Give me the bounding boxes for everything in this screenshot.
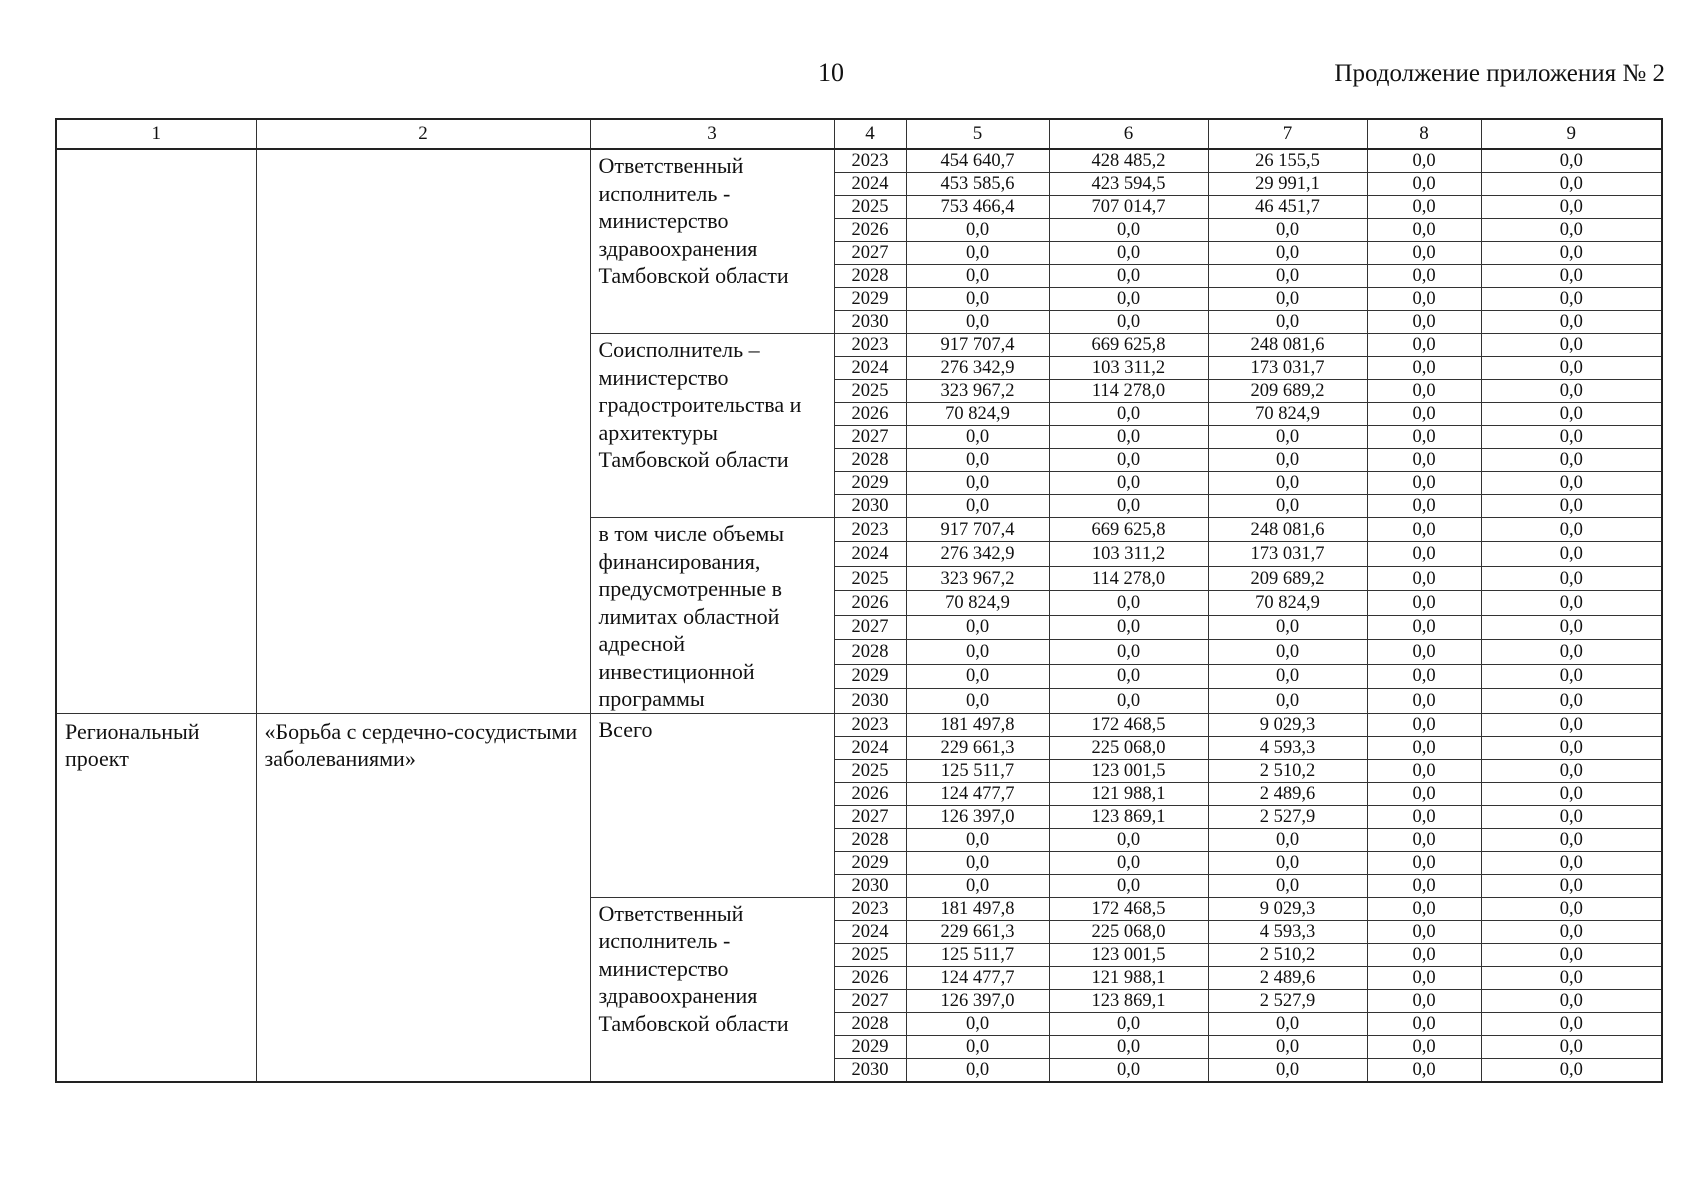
- value-col-6: 0,0: [1049, 242, 1208, 265]
- value-col-9: 0,0: [1481, 472, 1662, 495]
- value-col-7: 46 451,7: [1208, 196, 1367, 219]
- value-col-8: 0,0: [1367, 542, 1481, 566]
- value-col-5: 0,0: [906, 449, 1049, 472]
- value-col-5: 0,0: [906, 664, 1049, 688]
- year-cell: 2026: [834, 403, 906, 426]
- blank-cell-2: [256, 149, 590, 713]
- value-col-9: 0,0: [1481, 989, 1662, 1012]
- value-col-6: 114 278,0: [1049, 566, 1208, 590]
- value-col-7: 173 031,7: [1208, 357, 1367, 380]
- column-header: 5: [906, 119, 1049, 149]
- group-description: Ответственный исполнитель - министерство здравоохранения Тамбовской области: [590, 149, 834, 334]
- value-col-6: 114 278,0: [1049, 380, 1208, 403]
- value-col-9: 0,0: [1481, 219, 1662, 242]
- value-col-5: 0,0: [906, 495, 1049, 518]
- group-description: в том числе объемы финансирования, предусмотренные в лимитах областной адресной инвестиционной программы: [590, 518, 834, 714]
- value-col-6: 0,0: [1049, 265, 1208, 288]
- value-col-7: 2 489,6: [1208, 966, 1367, 989]
- value-col-8: 0,0: [1367, 219, 1481, 242]
- value-col-9: 0,0: [1481, 713, 1662, 736]
- value-col-6: 123 001,5: [1049, 759, 1208, 782]
- year-cell: 2025: [834, 943, 906, 966]
- value-col-8: 0,0: [1367, 664, 1481, 688]
- value-col-7: 2 489,6: [1208, 782, 1367, 805]
- table-row: [56, 149, 1662, 173]
- value-col-7: 0,0: [1208, 449, 1367, 472]
- value-col-8: 0,0: [1367, 897, 1481, 920]
- value-col-9: 0,0: [1481, 689, 1662, 713]
- value-col-7: 248 081,6: [1208, 518, 1367, 542]
- value-col-9: 0,0: [1481, 288, 1662, 311]
- year-cell: 2024: [834, 542, 906, 566]
- value-col-9: 0,0: [1481, 518, 1662, 542]
- value-col-9: 0,0: [1481, 897, 1662, 920]
- value-col-7: 9 029,3: [1208, 897, 1367, 920]
- group-description: Соисполнитель – министерство градостроительства и архитектуры Тамбовской области: [590, 334, 834, 518]
- value-col-6: 707 014,7: [1049, 196, 1208, 219]
- value-col-7: 0,0: [1208, 472, 1367, 495]
- value-col-7: 0,0: [1208, 426, 1367, 449]
- value-col-5: 917 707,4: [906, 334, 1049, 357]
- value-col-8: 0,0: [1367, 736, 1481, 759]
- value-col-7: 0,0: [1208, 219, 1367, 242]
- value-col-8: 0,0: [1367, 966, 1481, 989]
- value-col-5: 454 640,7: [906, 149, 1049, 173]
- value-col-6: 0,0: [1049, 1058, 1208, 1082]
- value-col-6: 225 068,0: [1049, 920, 1208, 943]
- value-col-8: 0,0: [1367, 403, 1481, 426]
- value-col-7: 70 824,9: [1208, 591, 1367, 615]
- value-col-8: 0,0: [1367, 759, 1481, 782]
- value-col-6: 123 869,1: [1049, 805, 1208, 828]
- value-col-5: 125 511,7: [906, 943, 1049, 966]
- value-col-9: 0,0: [1481, 591, 1662, 615]
- year-cell: 2030: [834, 1058, 906, 1082]
- value-col-5: 0,0: [906, 288, 1049, 311]
- value-col-7: 0,0: [1208, 1035, 1367, 1058]
- value-col-6: 0,0: [1049, 615, 1208, 639]
- value-col-5: 753 466,4: [906, 196, 1049, 219]
- year-cell: 2030: [834, 874, 906, 897]
- value-col-8: 0,0: [1367, 149, 1481, 173]
- year-cell: 2030: [834, 495, 906, 518]
- value-col-6: 0,0: [1049, 426, 1208, 449]
- project-name: «Борьба с сердечно-сосудистыми заболеваниями»: [256, 713, 590, 1082]
- value-col-8: 0,0: [1367, 566, 1481, 590]
- value-col-6: 0,0: [1049, 403, 1208, 426]
- year-cell: 2030: [834, 689, 906, 713]
- value-col-6: 423 594,5: [1049, 173, 1208, 196]
- group-description: Всего: [590, 713, 834, 897]
- value-col-9: 0,0: [1481, 615, 1662, 639]
- value-col-7: 0,0: [1208, 495, 1367, 518]
- value-col-7: 9 029,3: [1208, 713, 1367, 736]
- value-col-5: 126 397,0: [906, 805, 1049, 828]
- value-col-9: 0,0: [1481, 566, 1662, 590]
- value-col-5: 0,0: [906, 851, 1049, 874]
- year-cell: 2025: [834, 566, 906, 590]
- value-col-5: 0,0: [906, 219, 1049, 242]
- year-cell: 2030: [834, 311, 906, 334]
- value-col-9: 0,0: [1481, 380, 1662, 403]
- value-col-7: 2 510,2: [1208, 759, 1367, 782]
- value-col-5: 229 661,3: [906, 736, 1049, 759]
- value-col-5: 124 477,7: [906, 782, 1049, 805]
- year-cell: 2028: [834, 449, 906, 472]
- value-col-7: 173 031,7: [1208, 542, 1367, 566]
- value-col-9: 0,0: [1481, 782, 1662, 805]
- value-col-8: 0,0: [1367, 920, 1481, 943]
- value-col-8: 0,0: [1367, 357, 1481, 380]
- year-cell: 2025: [834, 196, 906, 219]
- value-col-9: 0,0: [1481, 1012, 1662, 1035]
- value-col-6: 0,0: [1049, 288, 1208, 311]
- value-col-8: 0,0: [1367, 989, 1481, 1012]
- value-col-9: 0,0: [1481, 828, 1662, 851]
- value-col-9: 0,0: [1481, 1035, 1662, 1058]
- value-col-5: 70 824,9: [906, 403, 1049, 426]
- year-cell: 2029: [834, 472, 906, 495]
- value-col-9: 0,0: [1481, 759, 1662, 782]
- value-col-6: 0,0: [1049, 689, 1208, 713]
- value-col-5: 323 967,2: [906, 380, 1049, 403]
- value-col-8: 0,0: [1367, 943, 1481, 966]
- year-cell: 2024: [834, 736, 906, 759]
- value-col-6: 0,0: [1049, 219, 1208, 242]
- value-col-9: 0,0: [1481, 495, 1662, 518]
- value-col-5: 0,0: [906, 874, 1049, 897]
- value-col-7: 0,0: [1208, 242, 1367, 265]
- value-col-7: 2 510,2: [1208, 943, 1367, 966]
- year-cell: 2029: [834, 664, 906, 688]
- value-col-5: 125 511,7: [906, 759, 1049, 782]
- value-col-8: 0,0: [1367, 311, 1481, 334]
- value-col-8: 0,0: [1367, 380, 1481, 403]
- year-cell: 2023: [834, 897, 906, 920]
- value-col-6: 123 869,1: [1049, 989, 1208, 1012]
- value-col-6: 225 068,0: [1049, 736, 1208, 759]
- value-col-6: 121 988,1: [1049, 966, 1208, 989]
- value-col-6: 0,0: [1049, 449, 1208, 472]
- value-col-7: 0,0: [1208, 851, 1367, 874]
- year-cell: 2025: [834, 380, 906, 403]
- value-col-8: 0,0: [1367, 288, 1481, 311]
- year-cell: 2027: [834, 426, 906, 449]
- value-col-5: 917 707,4: [906, 518, 1049, 542]
- value-col-5: 0,0: [906, 828, 1049, 851]
- value-col-8: 0,0: [1367, 449, 1481, 472]
- value-col-9: 0,0: [1481, 874, 1662, 897]
- value-col-6: 669 625,8: [1049, 334, 1208, 357]
- value-col-9: 0,0: [1481, 311, 1662, 334]
- value-col-8: 0,0: [1367, 495, 1481, 518]
- value-col-8: 0,0: [1367, 173, 1481, 196]
- value-col-5: 0,0: [906, 615, 1049, 639]
- year-cell: 2027: [834, 615, 906, 639]
- value-col-7: 0,0: [1208, 828, 1367, 851]
- year-cell: 2023: [834, 713, 906, 736]
- value-col-9: 0,0: [1481, 334, 1662, 357]
- value-col-6: 0,0: [1049, 851, 1208, 874]
- table-row: [56, 713, 1662, 736]
- value-col-7: 29 991,1: [1208, 173, 1367, 196]
- value-col-8: 0,0: [1367, 828, 1481, 851]
- value-col-9: 0,0: [1481, 943, 1662, 966]
- year-cell: 2028: [834, 1012, 906, 1035]
- value-col-6: 0,0: [1049, 640, 1208, 664]
- year-cell: 2026: [834, 782, 906, 805]
- project-type: Региональный проект: [56, 713, 256, 1082]
- value-col-9: 0,0: [1481, 196, 1662, 219]
- value-col-7: 0,0: [1208, 288, 1367, 311]
- value-col-7: 70 824,9: [1208, 403, 1367, 426]
- value-col-9: 0,0: [1481, 805, 1662, 828]
- year-cell: 2027: [834, 805, 906, 828]
- value-col-8: 0,0: [1367, 265, 1481, 288]
- value-col-5: 181 497,8: [906, 897, 1049, 920]
- year-cell: 2023: [834, 334, 906, 357]
- year-cell: 2026: [834, 219, 906, 242]
- value-col-5: 0,0: [906, 1012, 1049, 1035]
- value-col-8: 0,0: [1367, 591, 1481, 615]
- value-col-9: 0,0: [1481, 265, 1662, 288]
- value-col-5: 70 824,9: [906, 591, 1049, 615]
- column-header: 7: [1208, 119, 1367, 149]
- value-col-8: 0,0: [1367, 805, 1481, 828]
- value-col-8: 0,0: [1367, 874, 1481, 897]
- value-col-5: 124 477,7: [906, 966, 1049, 989]
- column-header: 9: [1481, 119, 1662, 149]
- group-description: Ответственный исполнитель - министерство здравоохранения Тамбовской области: [590, 897, 834, 1082]
- value-col-5: 0,0: [906, 426, 1049, 449]
- value-col-6: 0,0: [1049, 874, 1208, 897]
- value-col-6: 0,0: [1049, 311, 1208, 334]
- value-col-8: 0,0: [1367, 713, 1481, 736]
- value-col-7: 2 527,9: [1208, 805, 1367, 828]
- column-number-row: [56, 119, 1662, 149]
- value-col-9: 0,0: [1481, 542, 1662, 566]
- year-cell: 2029: [834, 1035, 906, 1058]
- value-col-6: 121 988,1: [1049, 782, 1208, 805]
- value-col-5: 0,0: [906, 311, 1049, 334]
- value-col-5: 229 661,3: [906, 920, 1049, 943]
- blank-cell-1: [56, 149, 256, 713]
- year-cell: 2028: [834, 828, 906, 851]
- value-col-7: 0,0: [1208, 640, 1367, 664]
- value-col-6: 172 468,5: [1049, 713, 1208, 736]
- value-col-8: 0,0: [1367, 518, 1481, 542]
- value-col-7: 0,0: [1208, 311, 1367, 334]
- value-col-5: 0,0: [906, 242, 1049, 265]
- value-col-7: 2 527,9: [1208, 989, 1367, 1012]
- column-header: 3: [590, 119, 834, 149]
- value-col-5: 0,0: [906, 265, 1049, 288]
- value-col-6: 0,0: [1049, 1035, 1208, 1058]
- year-cell: 2027: [834, 242, 906, 265]
- value-col-5: 453 585,6: [906, 173, 1049, 196]
- value-col-9: 0,0: [1481, 1058, 1662, 1082]
- value-col-8: 0,0: [1367, 615, 1481, 639]
- year-cell: 2028: [834, 265, 906, 288]
- year-cell: 2024: [834, 920, 906, 943]
- value-col-6: 428 485,2: [1049, 149, 1208, 173]
- value-col-8: 0,0: [1367, 1035, 1481, 1058]
- year-cell: 2024: [834, 357, 906, 380]
- column-header: 6: [1049, 119, 1208, 149]
- table-body: [56, 149, 1662, 1082]
- value-col-8: 0,0: [1367, 1012, 1481, 1035]
- value-col-6: 103 311,2: [1049, 542, 1208, 566]
- value-col-7: 0,0: [1208, 874, 1367, 897]
- value-col-6: 0,0: [1049, 591, 1208, 615]
- value-col-8: 0,0: [1367, 640, 1481, 664]
- value-col-8: 0,0: [1367, 426, 1481, 449]
- year-cell: 2029: [834, 851, 906, 874]
- value-col-6: 123 001,5: [1049, 943, 1208, 966]
- year-cell: 2026: [834, 591, 906, 615]
- column-header: 2: [256, 119, 590, 149]
- value-col-6: 669 625,8: [1049, 518, 1208, 542]
- page-caption: Продолжение приложения № 2: [1334, 60, 1665, 87]
- year-cell: 2029: [834, 288, 906, 311]
- value-col-8: 0,0: [1367, 689, 1481, 713]
- value-col-9: 0,0: [1481, 242, 1662, 265]
- value-col-9: 0,0: [1481, 403, 1662, 426]
- value-col-8: 0,0: [1367, 472, 1481, 495]
- value-col-5: 323 967,2: [906, 566, 1049, 590]
- value-col-7: 248 081,6: [1208, 334, 1367, 357]
- year-cell: 2025: [834, 759, 906, 782]
- value-col-9: 0,0: [1481, 851, 1662, 874]
- year-cell: 2024: [834, 173, 906, 196]
- financing-table: [55, 118, 1663, 1083]
- value-col-6: 0,0: [1049, 828, 1208, 851]
- value-col-9: 0,0: [1481, 966, 1662, 989]
- value-col-7: 26 155,5: [1208, 149, 1367, 173]
- value-col-7: 0,0: [1208, 1012, 1367, 1035]
- value-col-5: 0,0: [906, 640, 1049, 664]
- value-col-5: 0,0: [906, 1035, 1049, 1058]
- value-col-5: 126 397,0: [906, 989, 1049, 1012]
- value-col-8: 0,0: [1367, 1058, 1481, 1082]
- value-col-7: 4 593,3: [1208, 736, 1367, 759]
- year-cell: 2028: [834, 640, 906, 664]
- year-cell: 2023: [834, 518, 906, 542]
- page-number: 10: [818, 58, 844, 87]
- value-col-9: 0,0: [1481, 920, 1662, 943]
- year-cell: 2023: [834, 149, 906, 173]
- value-col-8: 0,0: [1367, 334, 1481, 357]
- value-col-5: 181 497,8: [906, 713, 1049, 736]
- value-col-9: 0,0: [1481, 640, 1662, 664]
- value-col-5: 276 342,9: [906, 357, 1049, 380]
- value-col-9: 0,0: [1481, 664, 1662, 688]
- value-col-8: 0,0: [1367, 851, 1481, 874]
- value-col-8: 0,0: [1367, 242, 1481, 265]
- value-col-8: 0,0: [1367, 782, 1481, 805]
- value-col-5: 276 342,9: [906, 542, 1049, 566]
- year-cell: 2027: [834, 989, 906, 1012]
- value-col-7: 0,0: [1208, 1058, 1367, 1082]
- value-col-7: 0,0: [1208, 265, 1367, 288]
- value-col-6: 0,0: [1049, 664, 1208, 688]
- value-col-9: 0,0: [1481, 736, 1662, 759]
- value-col-5: 0,0: [906, 472, 1049, 495]
- value-col-6: 103 311,2: [1049, 357, 1208, 380]
- column-header: 8: [1367, 119, 1481, 149]
- value-col-5: 0,0: [906, 1058, 1049, 1082]
- value-col-7: 4 593,3: [1208, 920, 1367, 943]
- value-col-9: 0,0: [1481, 449, 1662, 472]
- value-col-9: 0,0: [1481, 173, 1662, 196]
- column-header: 4: [834, 119, 906, 149]
- value-col-9: 0,0: [1481, 357, 1662, 380]
- value-col-9: 0,0: [1481, 149, 1662, 173]
- column-header: 1: [56, 119, 256, 149]
- value-col-7: 0,0: [1208, 689, 1367, 713]
- value-col-5: 0,0: [906, 689, 1049, 713]
- value-col-6: 0,0: [1049, 1012, 1208, 1035]
- value-col-6: 172 468,5: [1049, 897, 1208, 920]
- value-col-7: 209 689,2: [1208, 566, 1367, 590]
- value-col-9: 0,0: [1481, 426, 1662, 449]
- value-col-6: 0,0: [1049, 495, 1208, 518]
- value-col-6: 0,0: [1049, 472, 1208, 495]
- value-col-7: 0,0: [1208, 664, 1367, 688]
- value-col-8: 0,0: [1367, 196, 1481, 219]
- value-col-7: 209 689,2: [1208, 380, 1367, 403]
- value-col-7: 0,0: [1208, 615, 1367, 639]
- year-cell: 2026: [834, 966, 906, 989]
